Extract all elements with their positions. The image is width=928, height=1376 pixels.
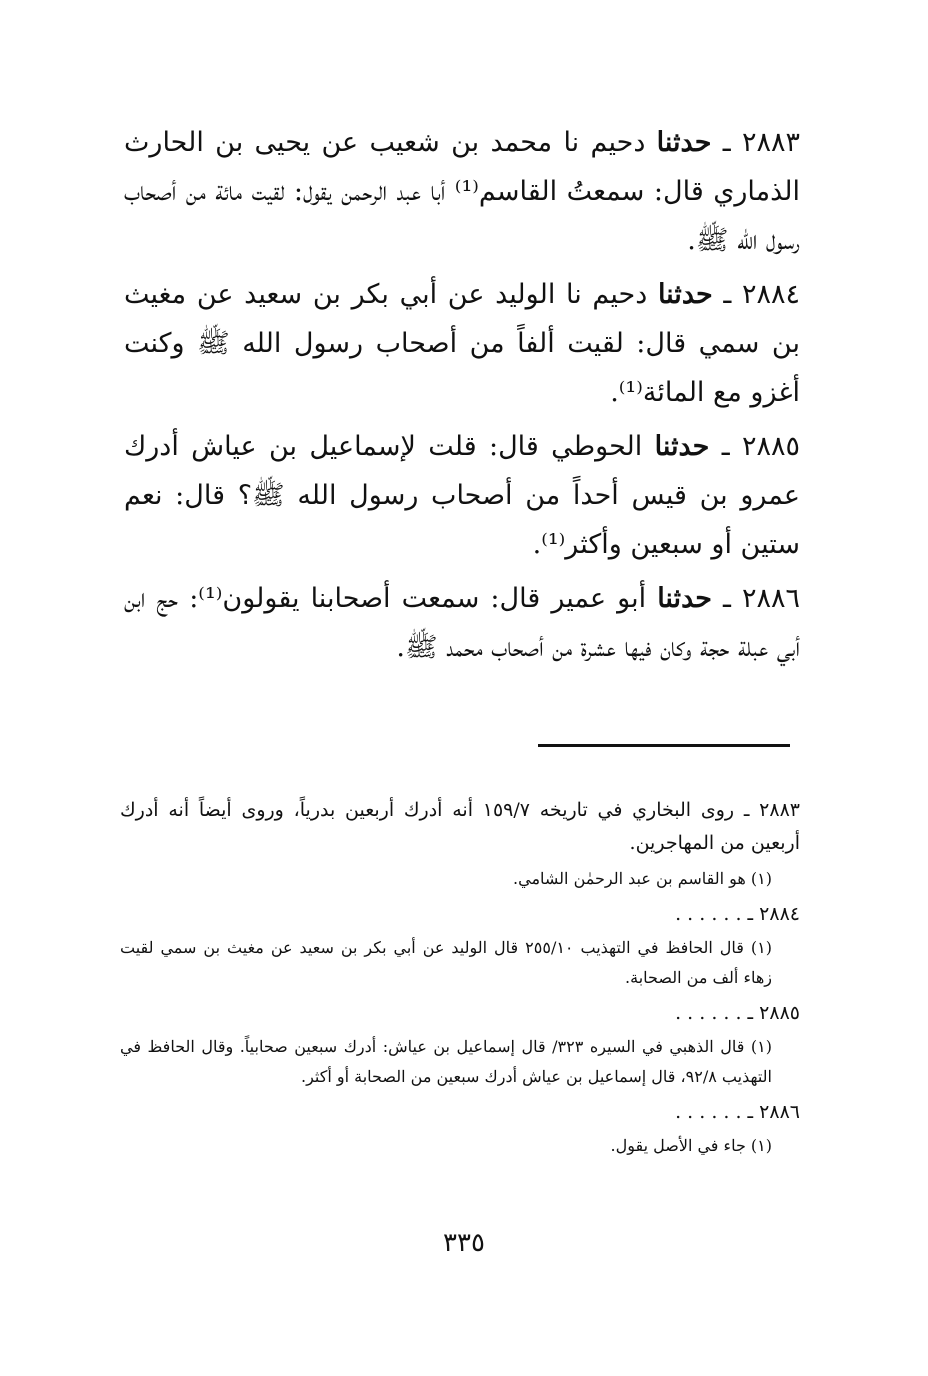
hadith-2886 bbox=[124, 574, 800, 672]
hadith-keyword: حدثنا bbox=[657, 583, 712, 614]
hadith-number: ٢٨٨٣ bbox=[742, 127, 801, 158]
hadith-number: ٢٨٨٤ bbox=[741, 279, 800, 310]
hadith-separator: ـ bbox=[711, 127, 742, 158]
footnote-2884-1: (١) قال الحافظ في التهذيب ٢٥٥/١٠ قال الوليد عن أبي بكر بن سعيد عن مغيث بن سمي لقيت زهاء ألف من الصحابة. bbox=[120, 938, 772, 987]
hadith-separator: ـ bbox=[712, 279, 742, 310]
hadith-number: ٢٨٨٥ bbox=[741, 431, 800, 462]
main-text bbox=[124, 118, 800, 677]
footnote-2886-heading: ٢٨٨٦ ـ . . . . . . bbox=[675, 1101, 800, 1123]
hadith-text: دحيم نا محمد بن شعيب عن يحيى بن الحارث الذماري قال: سمعتُ القاسم⁽¹⁾ أبا عبد الرحمن يقول: لقيت مائة من أصحاب رسول الله ﷺ. bbox=[124, 127, 801, 256]
hadith-2883 bbox=[124, 118, 800, 265]
hadith-keyword: حدثنا bbox=[656, 127, 712, 158]
footnote-2885-1: (١) قال الذهبي في السيره ٣٢٣/ قال إسماعيل بن عياش: أدرك سبعين صحابياً. وقال الحافظ في التهذيب ٩٢/٨، قال إسماعيل بن عياش أدرك سبعين من الصحابة أو أكثر. bbox=[120, 1037, 772, 1086]
hadith-keyword: حدثنا bbox=[657, 279, 713, 310]
hadith-text: أبو عمير قال: سمعت أصحابنا يقولون⁽¹⁾: حج ابن أبي عبلة حجة وكان فيها عشرة من أصحاب محمد ﷺ. bbox=[124, 583, 800, 663]
footnote-2885-heading: ٢٨٨٥ ـ . . . . . . bbox=[675, 1002, 800, 1024]
page-number: ٣٣٥ bbox=[443, 1228, 485, 1258]
footnote-divider bbox=[538, 744, 790, 747]
footnote-2883: ٢٨٨٣ ـ روى البخاري في تاريخه ١٥٩/٧ أنه أدرك أربعين بدرياً، وروى أيضاً أنه أدرك أربعين من المهاجرين. bbox=[120, 799, 800, 854]
hadith-keyword: حدثنا bbox=[654, 431, 710, 462]
hadith-2885 bbox=[124, 422, 800, 569]
hadith-separator: ـ bbox=[711, 583, 742, 614]
hadith-separator: ـ bbox=[709, 431, 742, 462]
hadith-text: دحيم نا الوليد عن أبي بكر بن سعيد عن مغيث بن سمي قال: لقيت ألفاً من أصحاب رسول الله ﷺ وكنت أغزو مع المائة⁽¹⁾. bbox=[124, 279, 800, 408]
hadith-2884 bbox=[124, 270, 800, 417]
hadith-number: ٢٨٨٦ bbox=[741, 583, 800, 614]
hadith-text: الحوطي قال: قلت لإسماعيل بن عياش أدرك عمرو بن قيس أحداً من أصحاب رسول الله ﷺ؟ قال: نعم ستين أو سبعين وأكثر⁽¹⁾. bbox=[124, 431, 800, 560]
footnote-2884-heading: ٢٨٨٤ ـ . . . . . . bbox=[675, 903, 800, 925]
footnote-2886-1: (١) جاء في الأصل يقول. bbox=[610, 1136, 772, 1155]
footnotes bbox=[120, 794, 800, 1166]
footnote-2883-1: (١) هو القاسم بن عبد الرحمٰن الشامي. bbox=[513, 869, 772, 888]
